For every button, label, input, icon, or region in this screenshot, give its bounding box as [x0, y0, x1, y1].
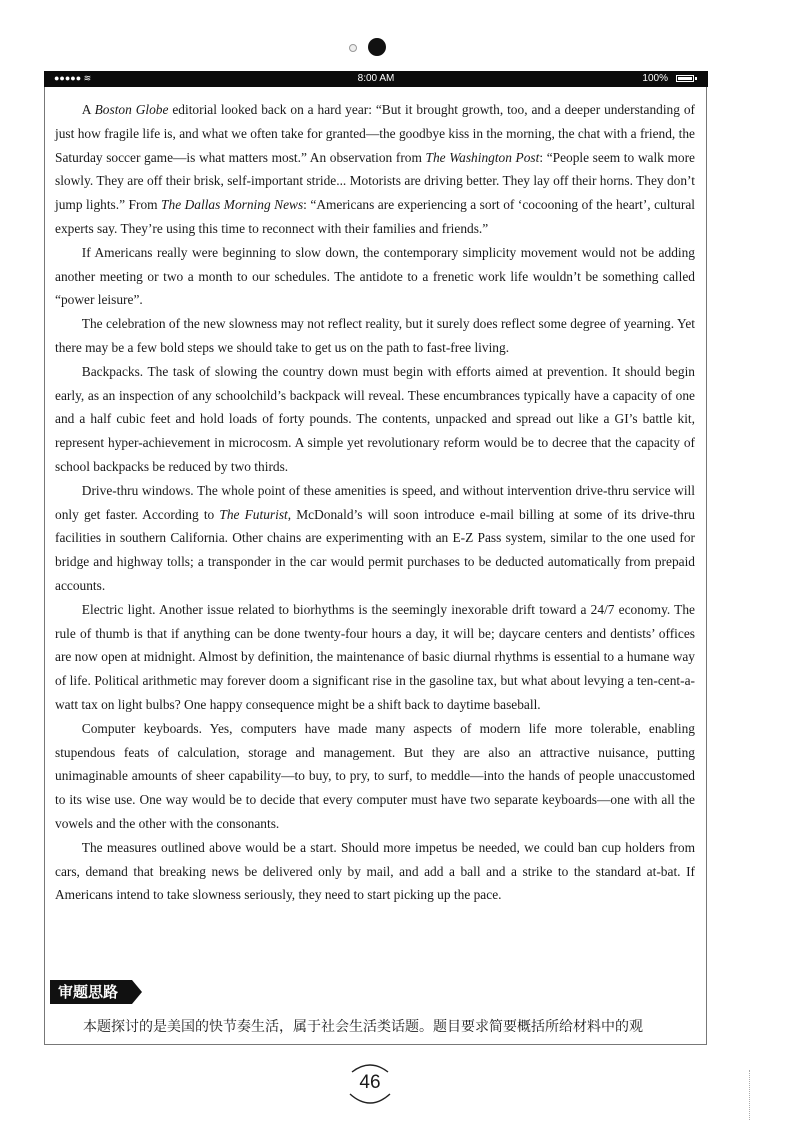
paragraph-slow-down: If Americans really were beginning to slow down, the contemporary simplicity movement would not be adding another meeting or two a month to our schedules. The antidote to a frenetic work life wouldn’t be something called “power leisure”.: [55, 244, 695, 308]
status-time: 8:00 AM: [357, 73, 395, 84]
article-body: [55, 98, 695, 907]
publication-name: Boston Globe: [94, 102, 169, 117]
camera-sensor-icon: [349, 44, 357, 52]
paragraph-intro: A Boston Globe editorial looked back on a hard year: “But it brought growth, too, and a deeper understanding of just how fragile life is, and what we often take for granted—the goodbye kiss in the morning, the chat with a friend, the Saturday soccer game—is what matters most.” An observation from The Washington Post: “People seem to walk more slowly. They are off their brisk, self-important stride... Motorists are driving better. They lay off their horns. They don’t jump lights.” From The Dallas Morning News: “Americans are experiencing a sort of ‘cocooning of the heart’, cultural experts say. They’re using this time to reconnect with their families and friends.”: [55, 102, 695, 236]
paragraph-backpacks: Backpacks. The task of slowing the country down must begin with efforts aimed at prevention. It should begin early, as an inspection of any schoolchild’s backpack will reveal. These encumbrances typically have a capacity of one and a half cubic feet and hold loads of forty pounds. The contents, unpacked and spread out like a GI’s battle kit, represent hyper-achievement in microcosm. A simple yet revolutionary reform would be to decree that the capacity of school backpacks be reduced by two thirds.: [55, 363, 695, 474]
paragraph-celebration: The celebration of the new slowness may not reflect reality, but it surely does reflect some degree of yearning. Yet there may be a few bold steps we should take to get us on the path to fast-free living.: [55, 316, 695, 355]
publication-name: The Futurist: [219, 506, 288, 522]
front-camera: [349, 38, 389, 58]
page-number-badge: [342, 1060, 398, 1108]
publication-name: The Dallas Morning News: [161, 197, 304, 213]
section-heading: 审题思路: [50, 980, 132, 1004]
paragraph-keyboards: Computer keyboards. Yes, computers have made many aspects of modern life more tolerable, enabling stupendous feats of calculation, storage and management. But they are also an attractive nuisance, putting unimaginable amounts of sheer capability—to buy, to pry, to surf, to meddle—into the hands of people unaccustomed to its wise use. One way would be to decide that every computer must have two separate keyboards—one with all the vowels and the other with the consonants.: [55, 720, 695, 831]
paragraph-electric-light: Electric light. Another issue related to biorhythms is the seemingly inexorable drift toward a 24/7 economy. The rule of thumb is that if anything can be done twenty-four hours a day, it will be; daycare centers and dentists’ offices are now open at midnight. Almost by definition, the maintenance of basic diurnal rhythms is essential to a humane way of life. Political arithmetic may forever doom a significant rise in the gasoline tax, but what about levying a ten-cent-a-watt tax on light bulbs? One happy consequence might be a shift back to daytime baseball.: [55, 601, 695, 712]
battery-percent: 100%: [642, 73, 668, 84]
page-number: 46: [359, 1072, 381, 1093]
status-bar: [44, 71, 708, 87]
paragraph-conclusion: The measures outlined above would be a start. Should more impetus be needed, we could ban cup holders from cars, demand that breaking news be delivered only by mail, and add a ball and a strike to the standard at-bat. If Americans intend to take slowness seriously, they need to start picking up the pace.: [55, 839, 695, 903]
camera-lens-icon: [368, 38, 386, 56]
battery-icon: [676, 75, 694, 82]
paragraph-drive-thru: Drive-thru windows. The whole point of these amenities is speed, and without intervention drive-thru service will only get faster. According to The Futurist, McDonald’s will soon introduce e-mail billing at some of its drive-thru facilities in southern California. Other chains are experimenting with an E-Z Pass system, similar to the one used for bridge and highway tolls; a transponder in the car would permit purchases to be deducted automatically from prepaid accounts.: [55, 482, 695, 593]
section-heading-badge: [50, 980, 132, 1004]
section-summary: 本题探讨的是美国的快节奏生活，属于社会生活类话题。题目要求简要概括所给材料中的观: [83, 1019, 643, 1035]
margin-dotted-line: [749, 1070, 752, 1120]
publication-name: The Washington Post: [425, 149, 540, 165]
signal-wifi-icon: ●●●●● ≋: [54, 73, 92, 83]
